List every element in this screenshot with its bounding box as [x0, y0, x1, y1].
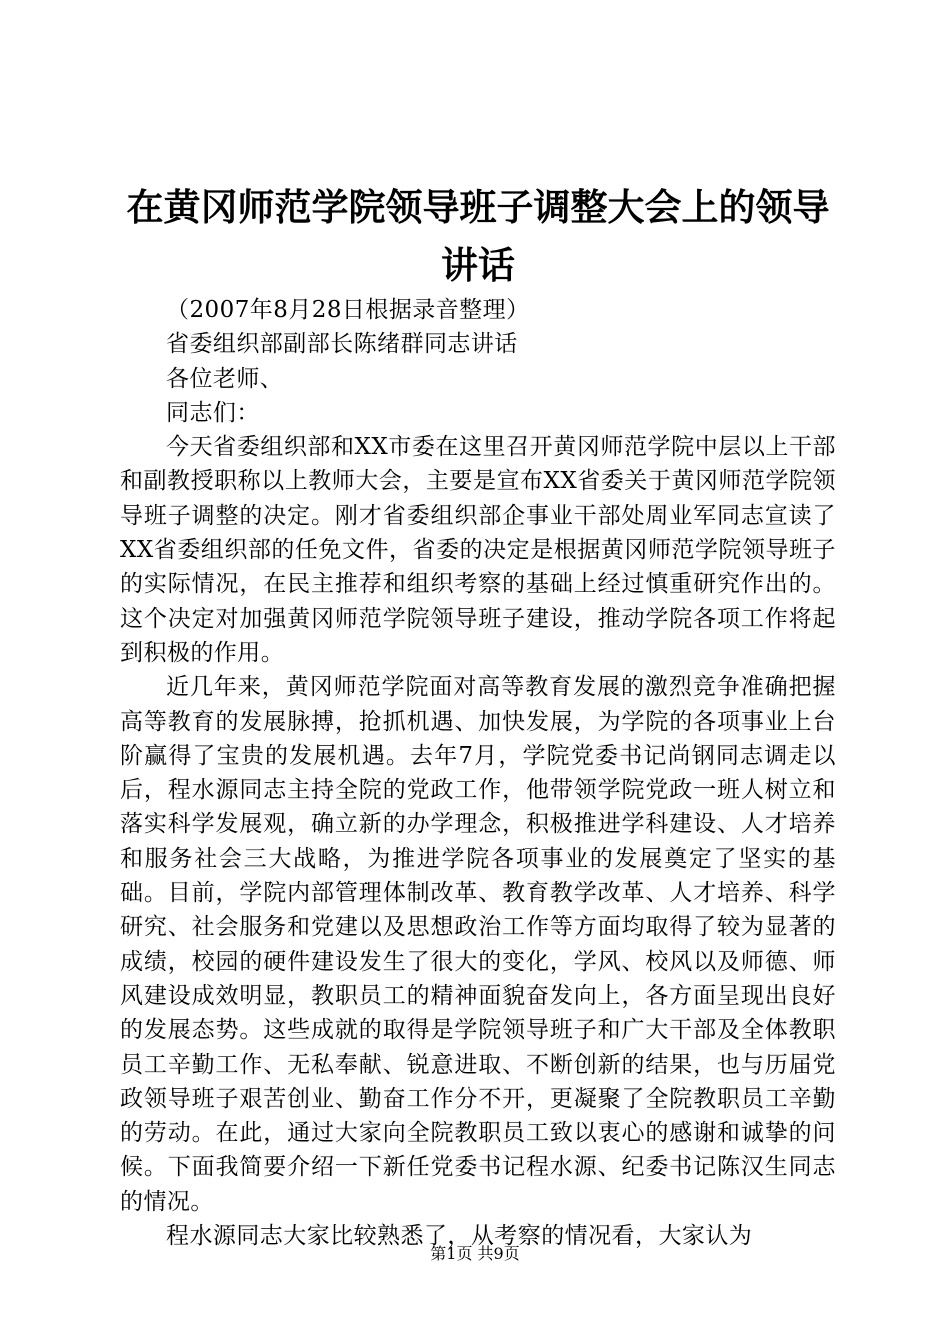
salutation-line-1: 各位老师、	[166, 365, 284, 392]
document-body	[120, 293, 836, 1253]
speaker-line: 省委组织部副部长陈绪群同志讲话	[166, 331, 518, 358]
body-paragraph: 今天省委组织部和XX市委在这里召开黄冈师范学院中层以上干部和副教授职称以上教师大会，主要是宣布XX省委关于黄冈师范学院领导班子调整的决定。刚才省委组织部企事业干部处周业军同志宣读了XX省委组织部的任免文件，省委的决定是根据黄冈师范学院领导班子的实际情况，在民主推荐和组织考察的基础上经过慎重研究作出的。这个决定对加强黄冈师范学院领导班子建设，推动学院各项工作将起到积极的作用。	[120, 434, 836, 666]
page-number-footer: 第1页 共9页	[430, 1244, 520, 1263]
salutation-line-2: 同志们：	[166, 399, 260, 426]
date-note: （2007年8月28日根据录音整理）	[166, 297, 530, 323]
body-paragraph: 近几年来，黄冈师范学院面对高等教育发展的激烈竞争准确把握高等教育的发展脉搏，抢抓机遇、加快发展，为学院的各项事业上台阶赢得了宝贵的发展机遇。去年7月，学院党委书记尚钢同志调走以后，程水源同志主持全院的党政工作，他带领学院党政一班人树立和落实科学发展观，确立新的办学理念，积极推进学科建设、人才培养和服务社会三大战略，为推进学院各项事业的发展奠定了坚实的基础。目前，学院内部管理体制改革、教育教学改革、人才培养、科学研究、社会服务和党建以及思想政治工作等方面均取得了较为显著的成绩，校园的硬件建设发生了很大的变化，学风、校风以及师德、师风建设成效明显，教职员工的精神面貌奋发向上，各方面呈现出良好的发展态势。这些成就的取得是学院领导班子和广大干部及全体教职员工辛勤工作、无私奉献、锐意进取、不断创新的结果，也与历届党政领导班子艰苦创业、勤奋工作分不开，更凝聚了全院教职员工辛勤的劳动。在此，通过大家向全院教职员工致以衷心的感谢和诚挚的问候。下面我简要介绍一下新任党委书记程水源、纪委书记陈汉生同志的情况。	[120, 674, 836, 1215]
body-paragraph: 程水源同志大家比较熟悉了，从考察的情况看，大家认为	[166, 1223, 753, 1250]
document-title: 在黄冈师范学院领导班子调整大会上的领导讲话	[126, 185, 830, 287]
